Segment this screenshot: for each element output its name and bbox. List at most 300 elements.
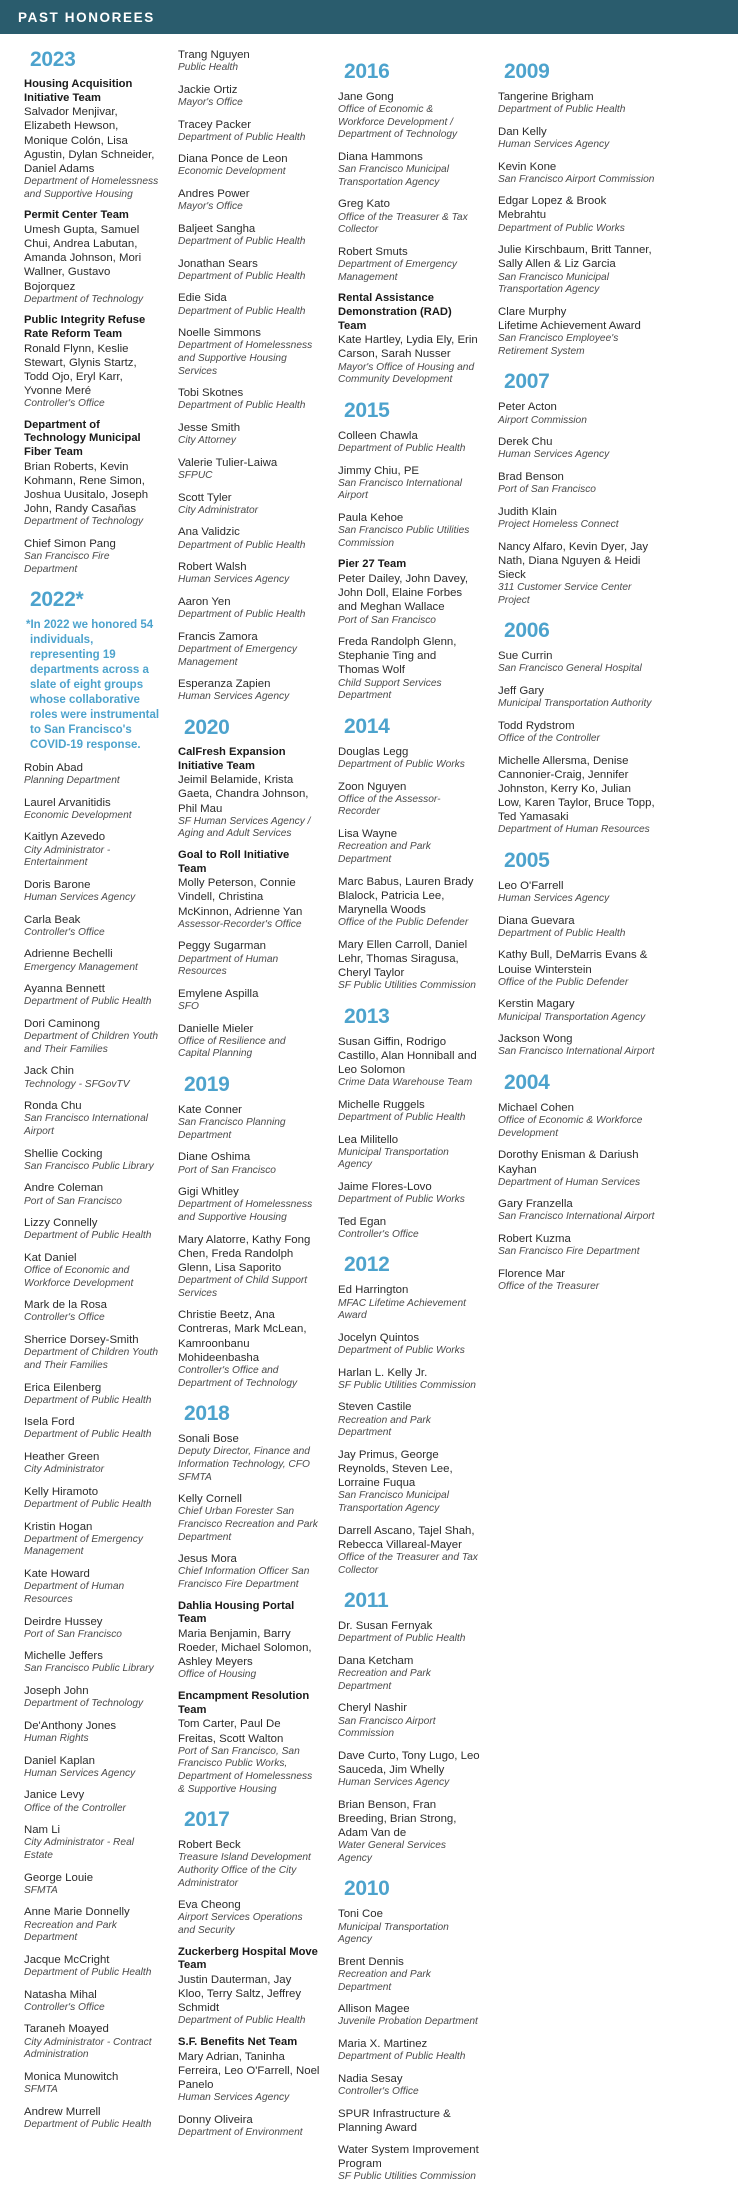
honoree-entry [178, 491, 320, 518]
honoree-department: Department of Public Health [24, 1499, 152, 1511]
honoree-names: Kristin Hogan [24, 1520, 93, 1533]
honoree-department: Department of Emergency Management [338, 259, 457, 283]
year-heading: 2006 [504, 619, 550, 643]
honoree-department: Department of Homelessness and Supportive Housing [24, 176, 159, 200]
honoree-entry [338, 90, 480, 142]
honoree-department: Office of the Treasurer & Tax Collector [338, 211, 468, 236]
honoree-entry [24, 1649, 160, 1676]
honoree-team-name: Encampment Resolution Team [178, 1690, 310, 1716]
honoree-entry [498, 435, 655, 462]
honoree-entry [178, 1308, 320, 1390]
honoree-names: Lea Militello [338, 1133, 399, 1146]
column-4 [488, 48, 663, 1302]
honoree-entry [24, 947, 160, 974]
honoree-department: City Administrator - Real Estate [24, 1837, 135, 1861]
honoree-department: Department of Emergency Management [178, 643, 297, 668]
honoree-department: Port of San Francisco [178, 1164, 276, 1176]
year-heading: 2015 [344, 398, 390, 422]
honoree-names: Christie Beetz, Ana Contreras, Mark McLean, Kamroonbanu Mohideenbasha [178, 1309, 307, 1364]
honoree-names: Florence Mar [498, 1267, 566, 1280]
year-heading: 2019 [184, 1073, 230, 1096]
honoree-entry [24, 878, 160, 905]
honoree-names: Danielle Mieler [178, 1022, 254, 1035]
honoree-names: Ayanna Bennett [24, 983, 105, 996]
honoree-entry [24, 209, 160, 306]
honoree-department: SF Human Services Agency / Aging and Adult Services [178, 815, 311, 840]
honoree-entry [338, 2002, 480, 2029]
honoree-names: Mary Adrian, Taninha Ferreira, Leo O'Farrell, Noel Panelo [178, 2050, 320, 2092]
honoree-names: Brian Benson, Fran Breeding, Brian Strong, Adam Van de [338, 1798, 457, 1839]
honoree-department: Department of Public Health [178, 131, 306, 143]
honoree-entry [498, 90, 655, 117]
honoree-entry [338, 1133, 480, 1172]
honoree-department: Human Services Agency [498, 893, 610, 905]
honoree-department: Water General Services Agency [338, 1840, 446, 1864]
honoree-names: Taraneh Moayed [24, 2023, 109, 2036]
honoree-names: Emylene Aspilla [178, 987, 259, 1000]
year-heading: 2007 [504, 370, 550, 394]
honoree-entry [24, 2022, 160, 2061]
honoree-department: Department of Public Works [338, 759, 465, 771]
honoree-names: Robert Kuzma [498, 1233, 571, 1246]
honoree-entry [178, 987, 320, 1014]
honoree-department: Crime Data Warehouse Team [338, 1077, 473, 1089]
honoree-entry [24, 1615, 160, 1642]
honoree-entry [178, 1233, 320, 1301]
year-heading: 2020 [184, 715, 230, 739]
honoree-entry [338, 245, 480, 284]
honoree-entry [498, 684, 655, 711]
honoree-department: City Administrator [24, 1464, 105, 1476]
honoree-department: Office of Resilience and Capital Planning [178, 1035, 286, 1060]
honoree-department: SFO [178, 1000, 199, 1012]
honoree-names: De'Anthony Jones [24, 1719, 117, 1732]
honoree-names: Diana Ponce de Leon [178, 153, 288, 166]
honoree-names: Water System Improvement Program [338, 2143, 479, 2171]
honoree-department: Mayor's Office [178, 96, 243, 108]
honoree-department: Human Services Agency [24, 891, 136, 903]
honoree-department: Office of the Treasurer [498, 1281, 600, 1292]
honoree-department: San Francisco Municipal Transportation Agency [338, 164, 449, 188]
honoree-department: San Francisco International Airport [498, 1211, 655, 1223]
honoree-names: Jackie Ortiz [178, 83, 238, 96]
honoree-entry [498, 470, 655, 497]
honoree-entry [338, 1035, 480, 1090]
honoree-names: Jeff Gary [498, 685, 545, 697]
honoree-names: Zoon Nguyen [338, 780, 407, 793]
honoree-names: Edie Sida [178, 292, 227, 305]
honoree-entry [498, 1232, 655, 1259]
honoree-entry [178, 1492, 320, 1544]
honoree-department: Department of Public Health [178, 2015, 306, 2027]
honoree-entry [178, 1150, 320, 1177]
honoree-department: Department of Human Resources [498, 824, 650, 836]
page-title: PAST HONOREES [18, 9, 155, 25]
honoree-names: Gigi Whitley [178, 1186, 239, 1199]
honoree-entry [24, 796, 160, 823]
honoree-department: City Attorney [178, 435, 236, 447]
honoree-names: Todd Rydstrom [498, 719, 575, 732]
honoree-team-name: S.F. Benefits Net Team [178, 2036, 298, 2049]
honoree-department: Office of the Controller [24, 1802, 126, 1814]
honoree-entry [498, 125, 655, 152]
honoree-entry [498, 160, 655, 187]
honoree-department: Department of Public Health [338, 443, 466, 454]
honoree-names: Sherrice Dorsey-Smith [24, 1334, 139, 1347]
honoree-entry [24, 830, 160, 869]
honoree-entry [24, 1181, 160, 1208]
honoree-entry [178, 1103, 320, 1142]
honoree-team-name: Rental Assistance Demonstration (RAD) Team [338, 292, 452, 332]
honoree-department: San Francisco Airport Commission [338, 1715, 436, 1740]
honoree-entry [338, 1180, 480, 1207]
honoree-names: Salvador Menjivar, Elizabeth Hewson, Monique Colón, Lisa Agustin, Dylan Schneider, Daniel Adams [24, 106, 155, 175]
honoree-department: Airport Services Operations and Security [178, 1912, 303, 1937]
honoree-names: Diana Hammons [338, 151, 423, 164]
honoree-department: San Francisco Airport Commission [498, 173, 655, 185]
honoree-entry [24, 1823, 160, 1862]
year-heading: 2010 [344, 1877, 390, 1901]
honoree-department: San Francisco Public Library [24, 1160, 154, 1172]
honoree-names: Dr. Susan Fernyak [338, 1620, 433, 1633]
honoree-department: Municipal Transportation Agency [498, 1011, 646, 1023]
honoree-department: Department of Children Youth and Their Families [24, 1031, 159, 1055]
honoree-entry [338, 1524, 480, 1578]
honoree-department: Department of Public Works [338, 1194, 465, 1206]
honoree-department: Recreation and Park Department [338, 841, 431, 865]
honoree-department: Controller's Office [24, 1312, 105, 1324]
column-3 [328, 48, 488, 2192]
honoree-names: Peter Acton [498, 401, 557, 414]
honoree-entry [24, 1754, 160, 1781]
year-heading: 2004 [504, 1070, 550, 1094]
honoree-names: Kate Conner [178, 1104, 242, 1116]
honoree-department: Department of Child Support Services [178, 1275, 308, 1299]
honoree-entry [24, 314, 160, 411]
honoree-entry [178, 291, 320, 318]
honoree-entry [24, 2105, 160, 2132]
honoree-names: Robert Walsh [178, 561, 247, 574]
honoree-entry [24, 982, 160, 1009]
honoree-team-name: Housing Acquisition Initiative Team [24, 78, 133, 104]
honoree-names: Clare Murphy Lifetime Achievement Award [498, 305, 641, 332]
honoree-department: Department of Public Works [498, 222, 625, 234]
honoree-entry [178, 1185, 320, 1224]
honoree-entry [24, 1147, 160, 1174]
honoree-entry [338, 1331, 480, 1358]
honoree-names: Nam Li [24, 1824, 61, 1837]
honoree-entry [24, 1450, 160, 1477]
honoree-department: Public Health [178, 62, 239, 74]
honoree-names: Susan Giffin, Rodrigo Castillo, Alan Honniball and Leo Solomon [338, 1035, 477, 1076]
honoree-department: Department of Public Health [24, 1230, 152, 1242]
honoree-team-name: Public Integrity Refuse Rate Reform Team [24, 314, 146, 340]
honoree-entry [24, 1905, 160, 1944]
honoree-department: Human Rights [24, 1733, 89, 1744]
year-heading: 2012 [344, 1253, 390, 1277]
honoree-department: Controller's Office [338, 1228, 419, 1240]
honoree-names: Lizzy Connelly [24, 1217, 98, 1230]
honoree-department: SFPUC [178, 470, 213, 482]
honoree-entry [24, 1988, 160, 2015]
honoree-department: Department of Homelessness and Supportive Housing [178, 1199, 313, 1223]
honoree-department: Deputy Director, Finance and Information Technology, CFO SFMTA [178, 1446, 310, 1483]
honoree-department: Controller's Office [24, 926, 105, 938]
honoree-department: Department of Technology [24, 1698, 144, 1710]
honoree-department: SF Public Utilities Commission [338, 2171, 476, 2183]
honoree-department: Office of the Assessor-Recorder [338, 793, 441, 818]
honoree-department: Recreation and Park Department [338, 1668, 431, 1692]
honoree-department: Department of Public Health [498, 104, 626, 116]
honoree-department: San Francisco International Airport [338, 477, 463, 502]
honoree-entry [24, 1017, 160, 1056]
honoree-names: Kate Hartley, Lydia Ely, Erin Carson, Sarah Nusser [338, 334, 478, 361]
honoree-department: Juvenile Probation Department [338, 2016, 478, 2028]
honoree-names: Dana Ketcham [338, 1654, 414, 1667]
honoree-team-name: Permit Center Team [24, 209, 129, 222]
page-header [0, 0, 738, 34]
honoree-entry [178, 595, 320, 622]
honoree-names: Ted Egan [338, 1215, 387, 1228]
honoree-department: Office of the Public Defender [338, 916, 469, 928]
honoree-names: Diana Guevara [498, 914, 575, 927]
honoree-names: Peter Dailey, John Davey, John Doll, Elaine Forbes and Meghan Wallace [338, 573, 468, 614]
honoree-entry [178, 1600, 320, 1682]
honoree-department: Port of San Francisco [498, 484, 596, 496]
honoree-names: Mary Ellen Carroll, Daniel Lehr, Thomas Siragusa, Cheryl Taylor [338, 938, 468, 979]
honoree-names: Maria X. Martinez [338, 2038, 428, 2051]
honoree-team-name: Department of Technology Municipal Fiber Team [24, 418, 141, 459]
column-1 [8, 48, 168, 2139]
honoree-entry [498, 1197, 655, 1224]
honoree-entry [178, 1022, 320, 1061]
honoree-names: Heather Green [24, 1451, 100, 1464]
honoree-department: SF Public Utilities Commission [338, 980, 476, 992]
honoree-names: Isela Ford [24, 1416, 75, 1429]
honoree-names: Ronda Chu [24, 1100, 82, 1113]
honoree-department: Office of the Treasurer and Tax Collector [338, 1551, 478, 1576]
honoree-department: San Francisco Planning Department [178, 1117, 286, 1141]
honoree-entry [338, 635, 480, 703]
honoree-entry [338, 1098, 480, 1125]
honoree-department: Human Services Agency [24, 1767, 136, 1779]
honoree-entry [178, 152, 320, 179]
honoree-names: Andre Coleman [24, 1182, 104, 1195]
honoree-names: Jane Gong [338, 91, 394, 103]
honoree-entry [498, 540, 655, 608]
honoree-department: Office of Economic and Workforce Development [24, 1265, 134, 1289]
honoree-entry [178, 1898, 320, 1937]
year-heading: 2017 [184, 1808, 230, 1832]
honoree-department: City Administrator - Contract Administration [24, 2036, 152, 2061]
honoree-entry [24, 1251, 160, 1290]
honoree-entry [24, 1719, 160, 1746]
honoree-entry [178, 386, 320, 413]
honoree-entry [178, 2113, 320, 2140]
honoree-names: Jaime Flores-Lovo [338, 1180, 432, 1193]
honoree-department: San Francisco Employee's Retirement System [498, 333, 619, 357]
honoree-entry [338, 1907, 480, 1946]
honoree-names: Dori Caminong [24, 1017, 100, 1030]
honoree-names: Dorothy Enisman & Dariush Kayhan [498, 1149, 639, 1176]
honoree-names: Peggy Sugarman [178, 940, 267, 953]
honoree-names: Jimmy Chiu, PE [338, 464, 420, 477]
honoree-entry [178, 1432, 320, 1484]
honoree-entry [338, 745, 480, 772]
honoree-department: Chief Urban Forester San Francisco Recreation and Park Department [178, 1506, 318, 1543]
honoree-names: Doris Barone [24, 878, 91, 891]
honoree-entry [338, 464, 480, 503]
honoree-names: Francis Zamora [178, 630, 258, 643]
honoree-department: San Francisco International Airport [24, 1113, 149, 1137]
honoree-names: Allison Magee [338, 2003, 410, 2016]
honoree-department: Technology - SFGovTV [24, 1078, 130, 1090]
honoree-names: Jeimil Belamide, Krista Gaeta, Chandra Johnson, Phil Mau [178, 774, 309, 815]
honoree-names: Michelle Allersma, Denise Cannonier-Craig, Jennifer Johnston, Kerry Ko, Julian Low, Karen Taylor, Bruce Topp, Ted Yamasaki [498, 754, 655, 824]
honoree-names: Dave Curto, Tony Lugo, Leo Sauceda, Jim Whelly [338, 1749, 480, 1776]
honoree-entry [24, 1216, 160, 1243]
honoree-names: Carla Beak [24, 913, 81, 926]
honoree-names: Douglas Legg [338, 745, 409, 758]
honoree-entry [178, 421, 320, 448]
honoree-names: Kerstin Magary [498, 998, 575, 1011]
honoree-entry [338, 1619, 480, 1646]
honoree-entry [24, 1381, 160, 1408]
honoree-names: Jocelyn Quintos [338, 1331, 420, 1344]
honoree-names: Greg Kato [338, 198, 390, 211]
honoree-names: Andres Power [178, 188, 250, 201]
honoree-names: Molly Peterson, Connie Vindell, Christina McKinnon, Adrienne Yan [178, 877, 303, 918]
honoree-department: MFAC Lifetime Achievement Award [338, 1297, 466, 1322]
honoree-names: Kelly Hiramoto [24, 1485, 99, 1498]
honoree-entry [24, 1485, 160, 1512]
honoree-entry [24, 761, 160, 788]
honoree-names: Leo O'Farrell [498, 879, 564, 892]
honoree-department: Department of Children Youth and Their Families [24, 1347, 159, 1371]
honoree-department: Department of Public Health [498, 927, 626, 939]
honoree-department: City Administrator - Entertainment [24, 844, 111, 869]
honoree-names: Colleen Chawla [338, 429, 418, 442]
honoree-names: Kat Daniel [24, 1251, 77, 1264]
honoree-department: Office of Housing [178, 1669, 257, 1681]
honoree-entry [24, 1871, 160, 1898]
honoree-entry [178, 456, 320, 483]
honoree-names: Umesh Gupta, Samuel Chui, Andrea Labutan, Amanda Johnson, Mori Wallner, Gustavo Bojorquez [24, 223, 142, 293]
honoree-entry [338, 938, 480, 993]
honoree-department: Department of Technology [24, 293, 144, 305]
honoree-names: Valerie Tulier-Laiwa [178, 456, 278, 469]
honoree-department: Controller's Office [338, 2085, 419, 2097]
year-heading: 2018 [184, 1402, 230, 1426]
honoree-names: Sue Currin [498, 650, 553, 663]
year-heading: 2013 [344, 1004, 390, 1028]
honoree-names: Kelly Cornell [178, 1493, 242, 1506]
honoree-department: 311 Customer Service Center Project [498, 581, 632, 606]
honoree-entry [24, 913, 160, 940]
honoree-names: Eva Cheong [178, 1899, 241, 1912]
honoree-entry [178, 560, 320, 587]
honoree-department: Municipal Transportation Agency [338, 1921, 449, 1946]
honoree-entry [498, 914, 655, 941]
honoree-team-name: Zuckerberg Hospital Move Team [178, 1945, 318, 1972]
honoree-entry [24, 78, 160, 201]
honoree-entry [178, 746, 320, 841]
honoree-names: Justin Dauterman, Jay Kloo, Terry Saltz, Jeffrey Schmidt [178, 1974, 302, 2015]
honoree-names: Mark de la Rosa [24, 1299, 107, 1312]
honoree-names: Deirdre Hussey [24, 1615, 103, 1628]
honoree-names: Ana Validzic [178, 526, 240, 539]
honoree-entry [24, 1788, 160, 1815]
honoree-names: Gary Franzella [498, 1198, 573, 1211]
honoree-entry [178, 257, 320, 284]
honoree-names: Judith Klain [498, 505, 557, 518]
honoree-names: Ronald Flynn, Keslie Stewart, Glynis Startz, Todd Ojo, Eryl Karr, Yvonne Meré [24, 342, 137, 398]
honoree-entry [24, 1415, 160, 1442]
honoree-names: Monica Munowitch [24, 2070, 119, 2083]
honoree-names: Edgar Lopez & Brook Mebrahtu [498, 195, 607, 222]
honoree-names: Trang Nguyen [178, 49, 250, 61]
honoree-entry [24, 2070, 160, 2097]
honoree-entry [178, 939, 320, 978]
honoree-team-name: Dahlia Housing Portal Team [178, 1599, 295, 1626]
honoree-entry [338, 2107, 480, 2135]
honoree-entry [24, 1064, 160, 1091]
honoree-department: Port of San Francisco, San Francisco Public Works, Department of Homelessness & Supportive Housing [178, 1745, 313, 1795]
honoree-entry [498, 948, 655, 989]
honoree-entry [498, 649, 655, 676]
honoree-names: Adrienne Bechelli [24, 948, 113, 961]
honoree-entry [178, 849, 320, 931]
honoree-department: Department of Public Health [24, 1394, 152, 1406]
year-heading: 2011 [344, 1589, 389, 1613]
honoree-names: Harlan L. Kelly Jr. [338, 1366, 428, 1379]
honoree-department: Department of Public Health [178, 539, 306, 551]
honoree-entry [498, 1032, 655, 1059]
year-heading: 2009 [504, 60, 550, 83]
honoree-entry [178, 1838, 320, 1890]
honoree-department: Office of the Controller [498, 732, 600, 744]
honoree-department: Emergency Management [24, 961, 138, 973]
honoree-names: Diane Oshima [178, 1151, 251, 1164]
honoree-department: Department of Public Health [24, 1429, 152, 1441]
honoree-entry [24, 1333, 160, 1372]
column-2 [168, 48, 328, 2148]
honoree-names: Lisa Wayne [338, 828, 398, 841]
honoree-entry [178, 525, 320, 552]
honoree-names: Andrew Murrell [24, 2105, 101, 2118]
honoree-entry [24, 1684, 160, 1711]
honoree-department: San Francisco General Hospital [498, 663, 642, 675]
honoree-department: Human Services Agency [178, 574, 290, 586]
honoree-department: Office of Economic & Workforce Development / Department of Technology [338, 104, 458, 141]
honoree-names: Natasha Mihal [24, 1988, 97, 2001]
honoree-entry [24, 1298, 160, 1325]
honoree-entry [178, 2036, 320, 2105]
honoree-department: Human Services Agency [178, 691, 290, 703]
honoree-names: Kevin Kone [498, 160, 557, 173]
honoree-entry [338, 1283, 480, 1322]
honoree-entry [338, 1749, 480, 1790]
honoree-entry [498, 305, 655, 359]
honoree-names: Chief Simon Pang [24, 537, 116, 550]
honoree-names: Toni Coe [338, 1908, 383, 1921]
honoree-names: Nadia Sesay [338, 2072, 403, 2085]
honoree-entry [338, 1215, 480, 1242]
honoree-department: Assessor-Recorder's Office [178, 918, 302, 930]
honoree-department: San Francisco Municipal Transportation Agency [338, 1490, 449, 1514]
honoree-department: Department of Public Works [338, 1345, 465, 1357]
honoree-department: San Francisco Public Library [24, 1663, 154, 1675]
